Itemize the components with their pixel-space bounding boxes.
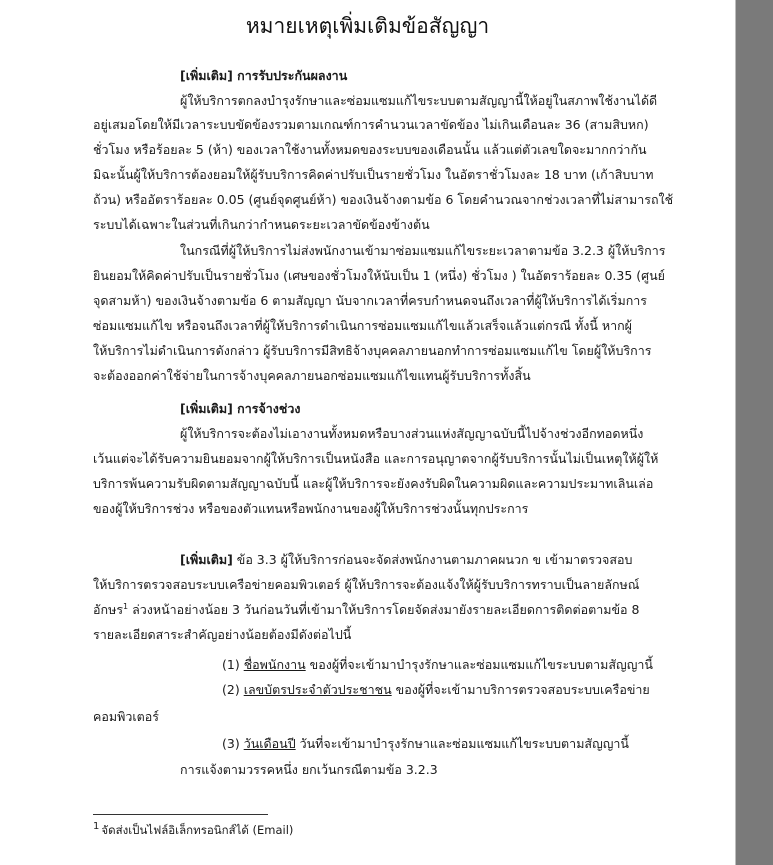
section-heading: [เพิ่มเติม] การจ้างช่วง: [180, 401, 301, 416]
list-item-desc: ของผู้ที่จะเข้ามาบำรุงรักษาและซ่อมแซมแก้ไขระบบตามสัญญานี้: [305, 657, 653, 672]
paragraph-text: ล่วงหน้าอย่างน้อย 3 วันก่อนวันที่เข้ามาให้บริการโดยจัดส่งมายังรายละเอียดการติดต่อตามข้อ 8: [128, 602, 640, 617]
paragraph-line: ชั่วโมง หรือร้อยละ 5 (ห้า) ของเวลาใช้งานทั้งหมดของระบบของเดือนนั้น แล้วแต่ตัวเลขใดจะมากกว่ากัน: [93, 142, 647, 157]
paragraph-line: ให้บริการตรวจสอบระบบเครือข่ายคอมพิวเตอร์ ผู้ให้บริการจะต้องแจ้งให้ผู้รับบริการทราบเป็นลายลักษณ์: [93, 577, 640, 592]
footnote-text: จัดส่งเป็นไฟล์อิเล็กทรอนิกส์ได้ (Email): [101, 823, 294, 837]
paragraph-line: ระบบได้เฉพาะในส่วนที่เกินกว่ากำหนดระยะเวลาขัดข้องข้างต้น: [93, 217, 430, 232]
list-item: [222, 734, 629, 754]
list-item-number: (1): [222, 657, 244, 672]
paragraph-line: บริการพ้นความรับผิดตามสัญญาฉบับนี้ และผู้ให้บริการจะยังคงรับผิดในความผิดและความประมาทเลินเล่อ: [93, 476, 654, 491]
list-item-desc: วันที่จะเข้ามาบำรุงรักษาและซ่อมแซมแก้ไขระบบตามสัญญานี้: [295, 736, 629, 751]
paragraph-line: ยินยอมให้คิดค่าปรับเป็นรายชั่วโมง (เศษของชั่วโมงให้นับเป็น 1 (หนึ่ง) ชั่วโมง ) ในอัตราร้อยละ 0.35 (ศูนย์: [93, 268, 665, 283]
footnote-separator: [93, 814, 268, 815]
list-item-term: ชื่อพนักงาน: [243, 657, 306, 672]
list-item-number: (2): [222, 682, 244, 697]
paragraph-line: ผู้ให้บริการตกลงบำรุงรักษาและซ่อมแซมแก้ไขระบบตามสัญญานี้ให้อยู่ในสภาพใช้งานได้ดี: [180, 93, 658, 108]
paragraph-line: ของผู้ให้บริการช่วง หรือของตัวแทนหรือพนักงานของผู้ให้บริการช่วงนั้นทุกประการ: [93, 501, 529, 516]
paragraph-line: [93, 600, 639, 620]
section-heading: [เพิ่มเติม]: [180, 552, 233, 567]
paragraph-line: ซ่อมแซมแก้ไข หรือจนถึงเวลาที่ผู้ให้บริการดำเนินการซ่อมแซมแก้ไขแล้วเสร็จแล้วแต่กรณี ทั้งนี้ หากผู้: [93, 318, 632, 333]
paragraph-line: เว้นแต่จะได้รับความยินยอมจากผู้ให้บริการเป็นหนังสือ และการอนุญาตจากผู้รับบริการนั้นไม่เป็นเหตุให้ผู้ให้: [93, 451, 659, 466]
footnote: [93, 822, 293, 840]
paragraph-line: มิฉะนั้นผู้ให้บริการต้องยอมให้ผู้รับบริการคิดค่าปรับเป็นรายชั่วโมง ในอัตราชั่วโมงละ 18 บาท (เก้าสิบบาท: [93, 167, 654, 182]
list-item-continuation: คอมพิวเตอร์: [93, 709, 159, 724]
list-item-term: วันเดือนปี: [243, 736, 296, 751]
list-item-number: (3): [222, 736, 244, 751]
list-item: [222, 680, 650, 700]
section-heading: [เพิ่มเติม] การรับประกันผลงาน: [180, 68, 348, 83]
footnote-reference[interactable]: 1: [123, 601, 129, 611]
paragraph-line: ในกรณีที่ผู้ให้บริการไม่ส่งพนักงานเข้ามาซ่อมแซมแก้ไขระยะเวลาตามข้อ 3.2.3 ผู้ให้บริการ: [180, 243, 666, 258]
paragraph-line: รายละเอียดสาระสำคัญอย่างน้อยต้องมีดังต่อไปนี้: [93, 627, 352, 642]
footnote-mark: 1: [93, 821, 100, 833]
paragraph-line: ถ้วน) หรืออัตราร้อยละ 0.05 (ศูนย์จุดศูนย์ห้า) ของเงินจ้างตามข้อ 6 โดยคำนวณจากช่วงเวลาที่ไม่สามารถใช้: [93, 192, 674, 207]
viewer-background: [736, 0, 773, 865]
paragraph-text: ข้อ 3.3 ผู้ให้บริการก่อนจะจัดส่งพนักงานตามภาคผนวก ข เข้ามาตรวจสอบ: [232, 552, 633, 567]
list-item: [222, 655, 653, 675]
paragraph-text: อักษร: [93, 602, 124, 617]
paragraph-line: ให้บริการไม่ดำเนินการดังกล่าว ผู้รับบริการมีสิทธิจ้างบุคคลภายนอกทำการซ่อมแซมแก้ไข โดยผู้ให้บริการ: [93, 343, 652, 358]
paragraph-line: จะต้องออกค่าใช้จ่ายในการจ้างบุคคลภายนอกซ่อมแซมแก้ไขแทนผู้รับบริการทั้งสิ้น: [93, 368, 531, 383]
paragraph-line: [180, 550, 632, 570]
paragraph-line: จุดสามห้า) ของเงินจ้างตามข้อ 6 ตามสัญญา นับจากเวลาที่ครบกำหนดจนถึงเวลาที่ผู้ให้บริการได้เริ่มการ: [93, 293, 647, 308]
paragraph-line: การแจ้งตามวรรคหนึ่ง ยกเว้นกรณีตามข้อ 3.2.3: [180, 762, 438, 777]
list-item-term: เลขบัตรประจำตัวประชาชน: [243, 682, 392, 697]
list-item-desc: ของผู้ที่จะเข้ามาบริการตรวจสอบระบบเครือข่าย: [391, 682, 650, 697]
paragraph-line: อยู่เสมอโดยให้มีเวลาระบบขัดข้องรวมตามเกณฑ์การคำนวนเวลาขัดข้อง ไม่เกินเดือนละ 36 (สามสิบหก): [93, 117, 649, 132]
paragraph-line: ผู้ให้บริการจะต้องไม่เอางานทั้งหมดหรือบางส่วนแห่งสัญญาฉบับนี้ไปจ้างช่วงอีกทอดหนึ่ง: [180, 426, 644, 441]
page-title: หมายเหตุเพิ่มเติมข้อสัญญา: [245, 14, 490, 38]
